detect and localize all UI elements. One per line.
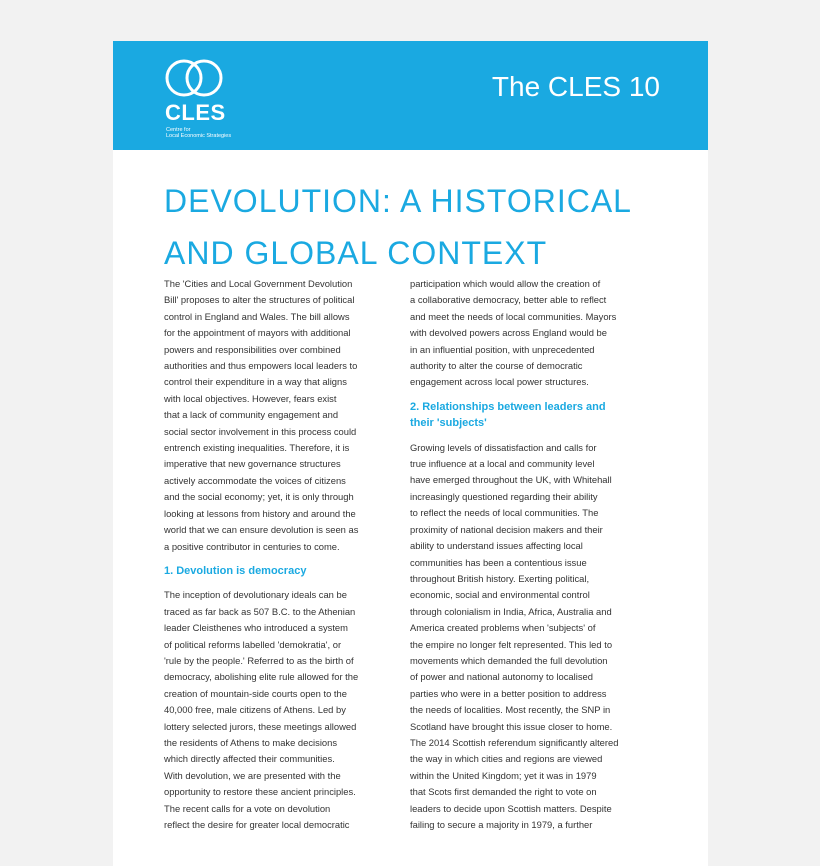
logo-tagline-line: Centre for [166, 127, 191, 133]
text-line: which directly affected their communities. [164, 753, 335, 765]
text-line: world that we can ensure devolution is seen as [164, 524, 359, 536]
logo-tagline [166, 127, 246, 139]
text-line: the residents of Athens to make decisions [164, 736, 338, 748]
text-line: in an influential position, with unprecedented [410, 343, 595, 355]
section2-paragraph [410, 440, 646, 834]
text-line: with local objectives. However, fears exist [164, 392, 337, 404]
text-line: social sector involvement in this process could [164, 425, 357, 437]
text-line: creation of mountain-side courts open to the [164, 687, 347, 699]
logo-wordmark: CLES [165, 100, 226, 125]
article-headline [164, 175, 684, 279]
text-line: of power and national autonomy to localised [410, 671, 593, 683]
text-line: traced as far back as 507 B.C. to the Athenian [164, 605, 356, 617]
text-line: failing to secure a majority in 1979, a further [410, 819, 593, 830]
text-line: opportunity to restore these ancient principles. [164, 786, 356, 798]
text-line: looking at lessons from history and around the [164, 507, 356, 519]
headline-line: AND GLOBAL CONTEXT [164, 235, 548, 271]
text-line: imperative that new governance structures [164, 458, 341, 470]
section-heading-line: their 'subjects' [410, 417, 487, 430]
text-line: The inception of devolutionary ideals can be [164, 589, 347, 601]
text-line: ability to understand issues affecting local [410, 540, 583, 552]
text-line: participation which would allow the creation of [410, 278, 601, 289]
text-line: lottery selected jurors, these meetings allowed [164, 720, 357, 732]
banner-title: The CLES 10 [491, 71, 660, 102]
text-line: control their expenditure in a way that aligns [164, 376, 347, 388]
text-line: through colonialism in India, Africa, Australia and [410, 605, 612, 617]
text-line: for the appointment of mayors with additional [164, 327, 351, 339]
section-heading-devolution-democracy: 1. Devolution is democracy [164, 564, 307, 577]
section-heading-relationships [410, 399, 646, 432]
text-line: America created problems when 'subjects' of [410, 622, 596, 634]
text-line: a positive contributor in centuries to come. [164, 540, 340, 552]
text-line: a collaborative democracy, better able to reflect [410, 294, 607, 306]
text-line: the way in which cities and regions are viewed [410, 753, 603, 765]
text-line: democracy, abolishing elite rule allowed for the [164, 671, 359, 683]
intro-paragraph [164, 276, 400, 555]
text-line: with devolved powers across England would be [410, 327, 607, 339]
text-line: and the social economy; yet, it is only through [164, 491, 354, 503]
text-line: to reflect the needs of local communities. The [410, 507, 599, 519]
text-line: within the United Kingdom; yet it was in 1979 [410, 769, 597, 781]
text-line: increasingly questioned regarding their ability [410, 490, 598, 502]
text-line: authority to alter the course of democratic [410, 360, 583, 372]
headline-line: DEVOLUTION: A HISTORICAL [164, 183, 632, 219]
header-banner [113, 41, 708, 150]
section-heading-line: 2. Relationships between leaders and [410, 400, 606, 413]
text-line: With devolution, we are presented with the [164, 769, 341, 781]
continued-paragraph [410, 276, 646, 391]
text-line: movements which demanded the full devolution [410, 654, 608, 666]
text-line: entrench existing inequalities. Therefore, it is [164, 442, 350, 454]
text-line: 40,000 free, male citizens of Athens. Led by [164, 704, 346, 716]
text-line: and meet the needs of local communities. Mayors [410, 310, 617, 322]
section1-paragraph [164, 587, 400, 833]
text-line: of political reforms labelled 'demokratia', or [164, 638, 342, 650]
text-line: leaders to decide upon Scottish matters. Despite [410, 802, 612, 814]
text-line: economic, social and environmental control [410, 589, 590, 601]
text-line: Bill' proposes to alter the structures of political [164, 294, 355, 306]
text-line: reflect the desire for greater local democratic [164, 819, 350, 830]
text-line: Growing levels of dissatisfaction and calls for [410, 441, 597, 453]
text-line: have emerged throughout the UK, with Whitehall [410, 474, 612, 486]
text-line: powers and responsibilities over combined [164, 343, 341, 355]
text-line: control in England and Wales. The bill allows [164, 310, 350, 322]
text-line: The 'Cities and Local Government Devolution [164, 278, 353, 289]
text-line: communities has been a contentious issue [410, 556, 587, 568]
text-line: The 2014 Scottish referendum significantly altered [410, 736, 619, 748]
cles-rings-logo-icon [163, 57, 229, 101]
text-line: The recent calls for a vote on devolution [164, 802, 331, 814]
text-line: engagement across local power structures. [410, 376, 589, 388]
text-line: proximity of national decision makers and their [410, 523, 603, 535]
text-line: that a lack of community engagement and [164, 409, 339, 421]
text-line: the empire no longer felt represented. This led to [410, 638, 613, 650]
text-line: true influence at a local and community level [410, 458, 595, 470]
text-line: 'rule by the people.' Referred to as the birth of [164, 654, 354, 666]
text-line: actively accommodate the voices of citizens [164, 474, 346, 486]
text-line: that Scots first demanded the right to vote on [410, 786, 597, 798]
text-line: leader Cleisthenes who introduced a system [164, 622, 348, 634]
text-line: authorities and thus empowers local leaders to [164, 360, 358, 372]
right-column [410, 276, 646, 833]
text-line: throughout British history. Exerting political, [410, 572, 590, 584]
text-line: parties who were in a better position to address [410, 687, 607, 699]
left-column [164, 276, 400, 833]
logo-tagline-line: Local Economic Strategies [166, 133, 232, 139]
text-line: the needs of localities. Most recently, the SNP in [410, 704, 611, 716]
document-page [113, 41, 708, 866]
cles-logo [163, 57, 233, 143]
text-line: Scotland have brought this issue closer to home. [410, 720, 613, 732]
